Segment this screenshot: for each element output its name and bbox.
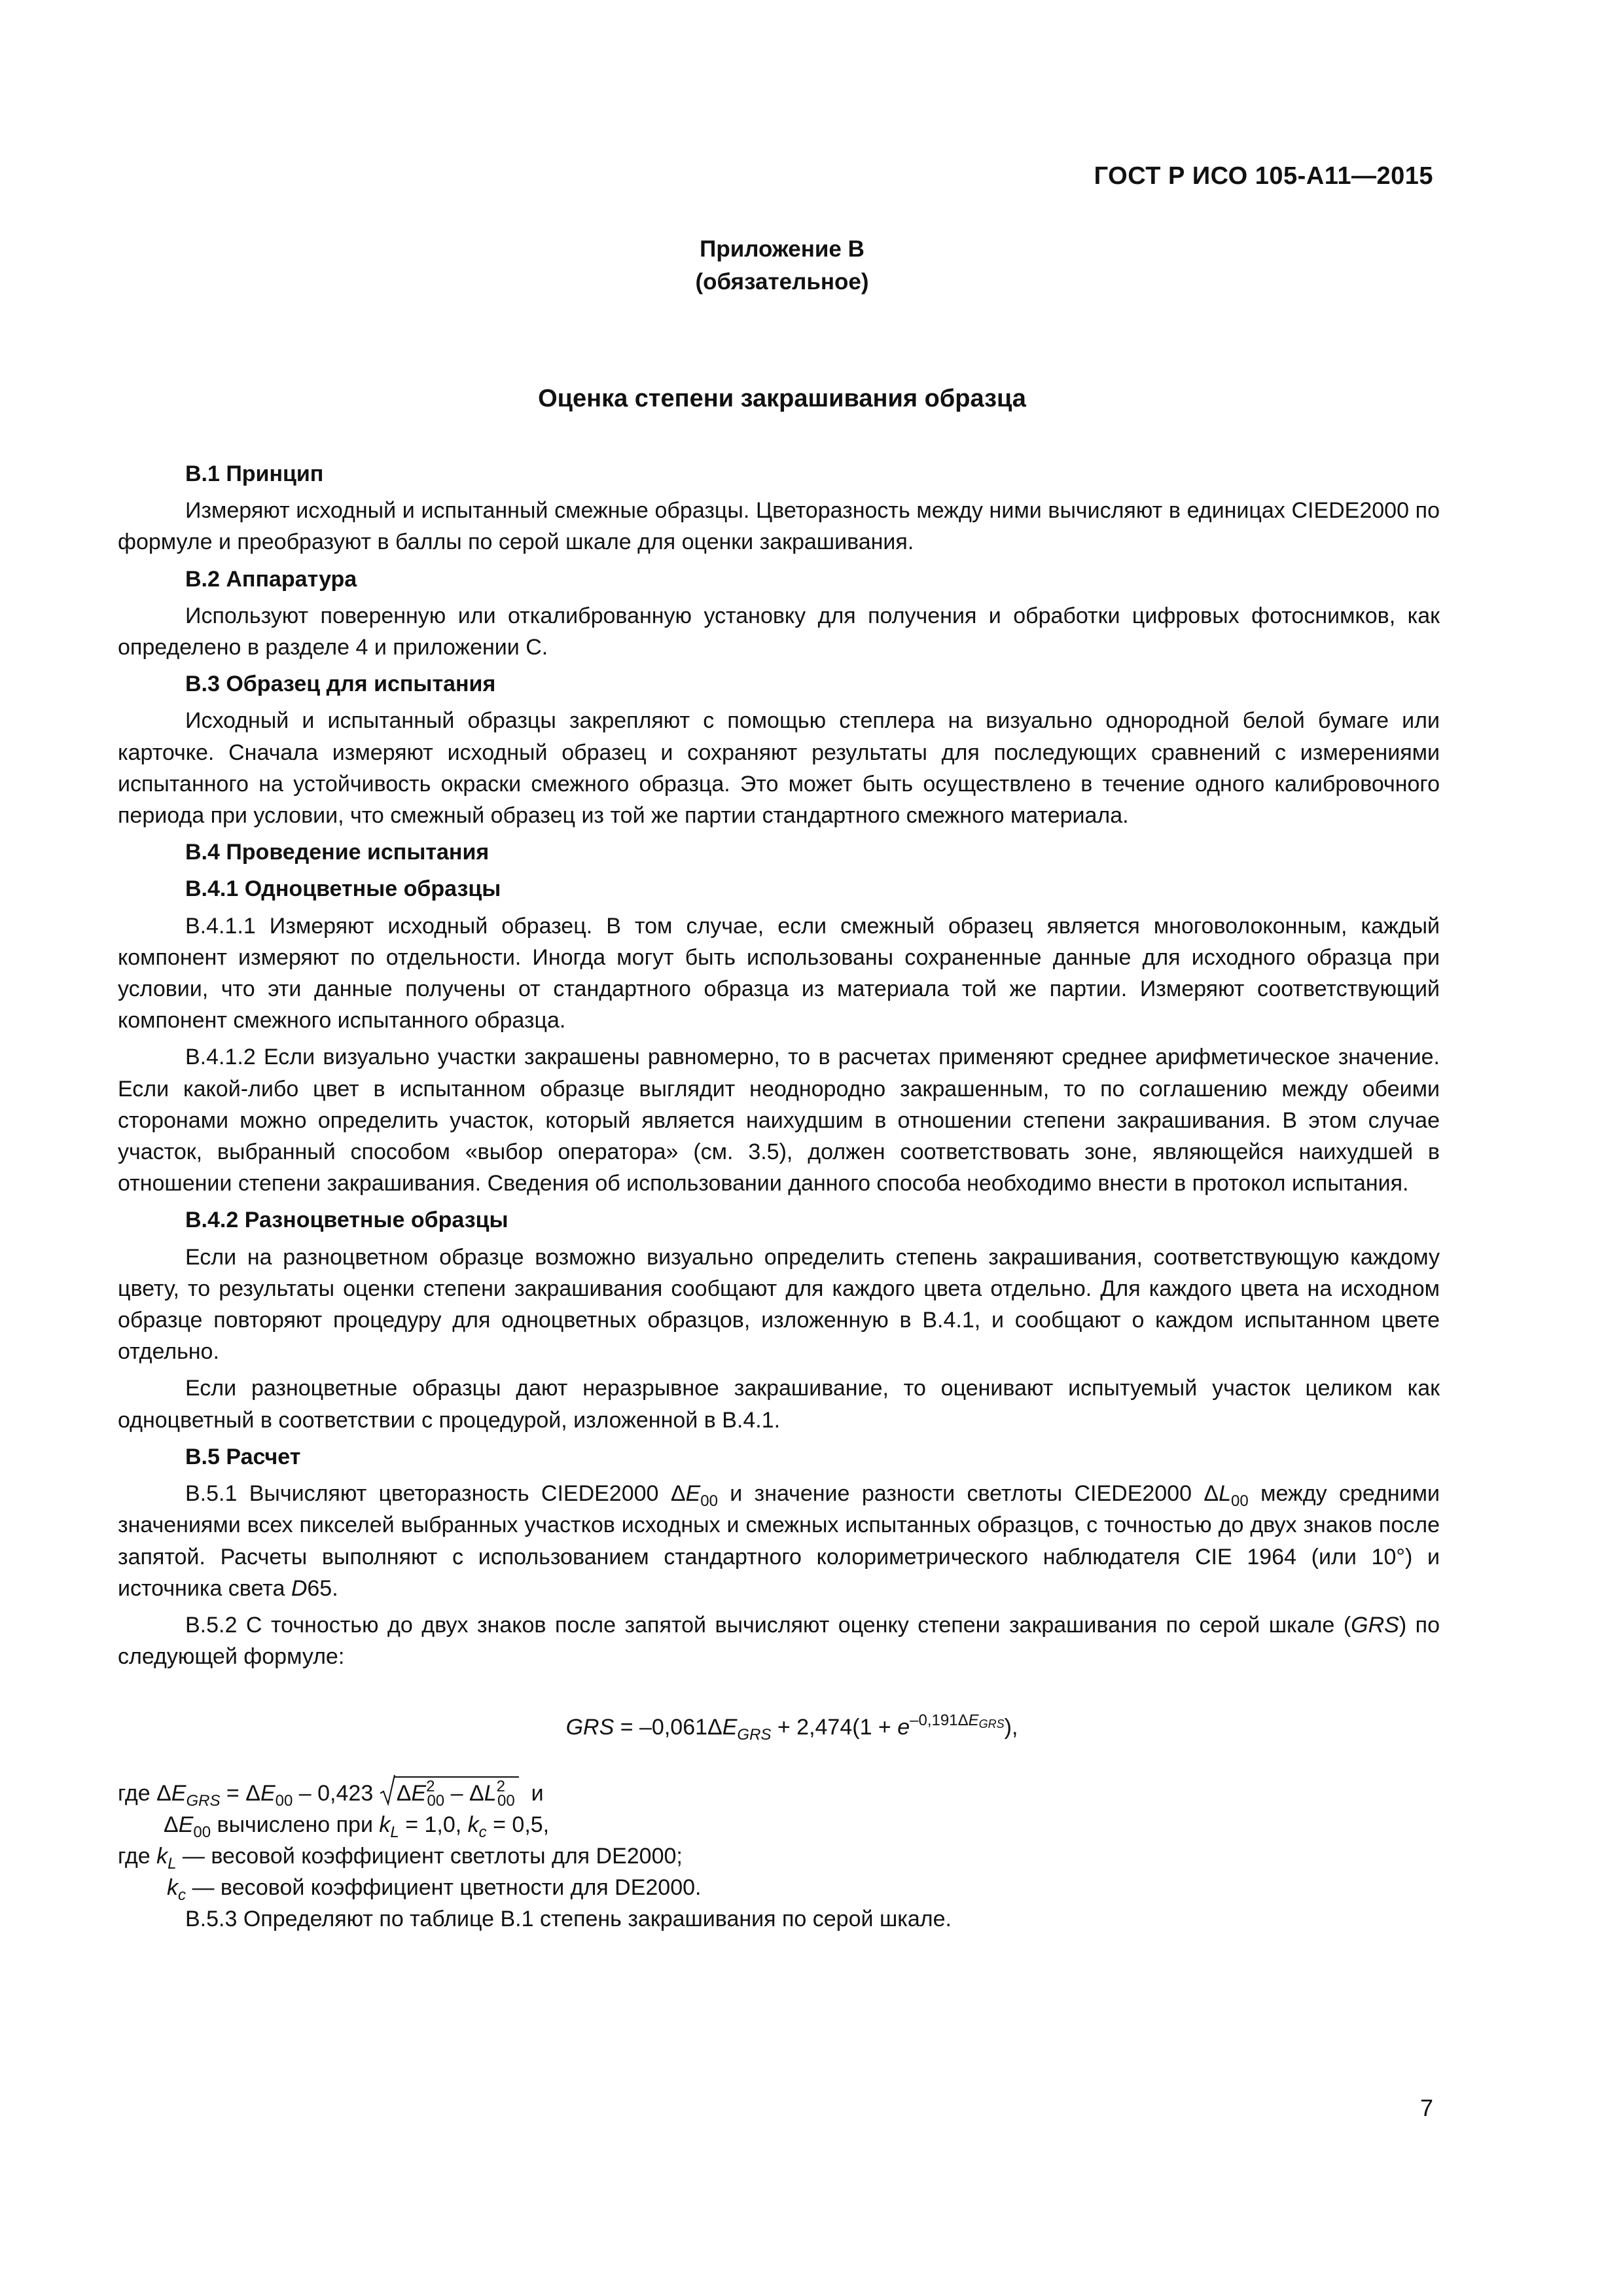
text-run: В.5.2 С точностью до двух знаков после запятой вычисляют оценку степени закрашивания по серой шкале ( (185, 1612, 1351, 1638)
text-run: ) по следующей формуле: (118, 1612, 1440, 1670)
formula-where-4: $k_c$ — весовой коэффициент цветности для DE2000. (167, 1875, 702, 1905)
appendix-status: (обязательное) (695, 269, 869, 295)
section-b2-text: Используют поверенную или откалиброванную установку для получения и обработки цифровых фотоснимков, как определено в разделе 4 и приложении С. (118, 603, 1440, 660)
text-run: В.5.1 Вычисляют цветоразность CIEDE2000 (185, 1481, 671, 1507)
section-b1-heading: В.1 Принцип (185, 461, 324, 486)
text-run: и значение разности светлоты CIEDE2000 (717, 1481, 1204, 1507)
illuminant-d: D (291, 1575, 308, 1601)
radical-sign-icon (380, 1774, 395, 1806)
grs-formula: GRS = $-0,061\Delta E_{GRS} + 2,474(1 + e^{-0,191\Delta E_{GRS}})$, (565, 1712, 1018, 1744)
grs-symbol: GRS (1351, 1612, 1399, 1638)
section-b3-heading: В.3 Образец для испытания (185, 672, 496, 697)
paragraph-b411: В.4.1.1 Измеряют исходный образец. В том случае, если смежный образец является многоволоконным, каждый компонент измеряют по отдельности. Иногда могут быть использованы сохраненные данные для исходного образца при условии, что эти данные получены от стандартного образца из материала той же партии. Измеряют соответствующий компонент смежного испытанного образца. (118, 913, 1440, 1033)
section-b5-heading: В.5 Расчет (185, 1444, 301, 1469)
sqrt-expression: $\Delta E^2_{00} - \Delta L^2_{00}$ (380, 1776, 519, 1809)
delta-l00: $\Delta L_{00}$ (1204, 1481, 1249, 1511)
paragraph-b51 (118, 1478, 1440, 1604)
appendix-label: Приложение В (700, 236, 865, 262)
standard-code: ГОСТ Р ИСО 105-А11—2015 (1094, 162, 1433, 190)
text-run: между средними значениями всех пикселей выбранных участков исходных и смежных испытанных образцов, с точностью до двух знаков после запятой. Расчеты выполняют с использованием стандартного колориметрического наблюдателя CIE 1964 (или 10°) и источника света (118, 1481, 1440, 1601)
section-b2-heading: В.2 Аппаратура (185, 566, 357, 592)
section-b42-heading: В.4.2 Разноцветные образцы (185, 1208, 508, 1233)
delta-e00: $\Delta E_{00}$ (670, 1481, 718, 1511)
section-b3-text: Исходный и испытанный образцы закрепляют с помощью степлера на визуально однородной белой бумаге или карточке. Сначала измеряют исходный образец и сохраняют результаты для последующих сравнений с измерениями испытанного на устойчивость окраски смежного образца. Это может быть осуществлено в течение одного калибровочного периода при условии, что смежный образец из той же партии стандартного смежного материала. (118, 708, 1440, 829)
text-run: 65. (307, 1575, 338, 1601)
section-b41-heading: В.4.1 Одноцветные образцы (185, 876, 501, 902)
paragraph-b42-2: Если разноцветные образцы дают неразрывное закрашивание, то оценивают испытуемый участок целиком как одноцветный в соответствии с процедурой, изложенной в В.4.1. (118, 1376, 1440, 1433)
formula-where-1: где $\Delta E_{GRS} = \Delta E_{00} - 0,423$ $\Delta E^2_{00} - \Delta L^2_{00}$ и (118, 1776, 1440, 1809)
paragraph-b42-1: Если на разноцветном образце возможно визуально определить степень закрашивания, соответствующую каждому цвету, то результаты оценки степени закрашивания сообщают для каждого цвета отдельно. Для каждого цвета на исходном образце повторяют процедуру для одноцветных образцов, изложенную в В.4.1, и сообщают о каждом испытанном цвете отдельно. (118, 1244, 1440, 1365)
document-body (118, 458, 1440, 1935)
paragraph-b53: В.5.3 Определяют по таблице В.1 степень закрашивания по серой шкале. (185, 1907, 952, 1932)
page-number: 7 (1419, 2094, 1433, 2121)
appendix-title: Оценка степени закрашивания образца (538, 385, 1026, 412)
formula-where-3: где $k_L$ — весовой коэффициент светлоты для DE2000; (118, 1843, 683, 1873)
paragraph-b52 (118, 1609, 1440, 1672)
section-b1-text: Измеряют исходный и испытанный смежные образцы. Цветоразность между ними вычисляют в единицах CIEDE2000 по формуле и преобразуют в баллы по серой шкале для оценки закрашивания. (118, 498, 1440, 555)
paragraph-b412: В.4.1.2 Если визуально участки закрашены равномерно, то в расчетах применяют среднее арифметическое значение. Если какой-либо цвет в испытанном образце выглядит неоднородно закрашенным, то по соглашению между обеими сторонами можно определить участок, который является наихудшим в отношении степени закрашивания. В этом случае участок, выбранный способом «выбор оператора» (см. 3.5), должен соответствовать зоне, являющейся наихудшей в отношении степени закрашивания. Сведения об использовании данного способа необходимо внести в протокол испытания. (118, 1045, 1440, 1196)
section-b4-heading: В.4 Проведение испытания (185, 840, 490, 865)
appendix-heading (0, 233, 1564, 298)
formula-where-2: $\Delta E_{00}$ вычислено при $k_L = 1,0$, $k_c = 0,5$, (164, 1812, 550, 1841)
